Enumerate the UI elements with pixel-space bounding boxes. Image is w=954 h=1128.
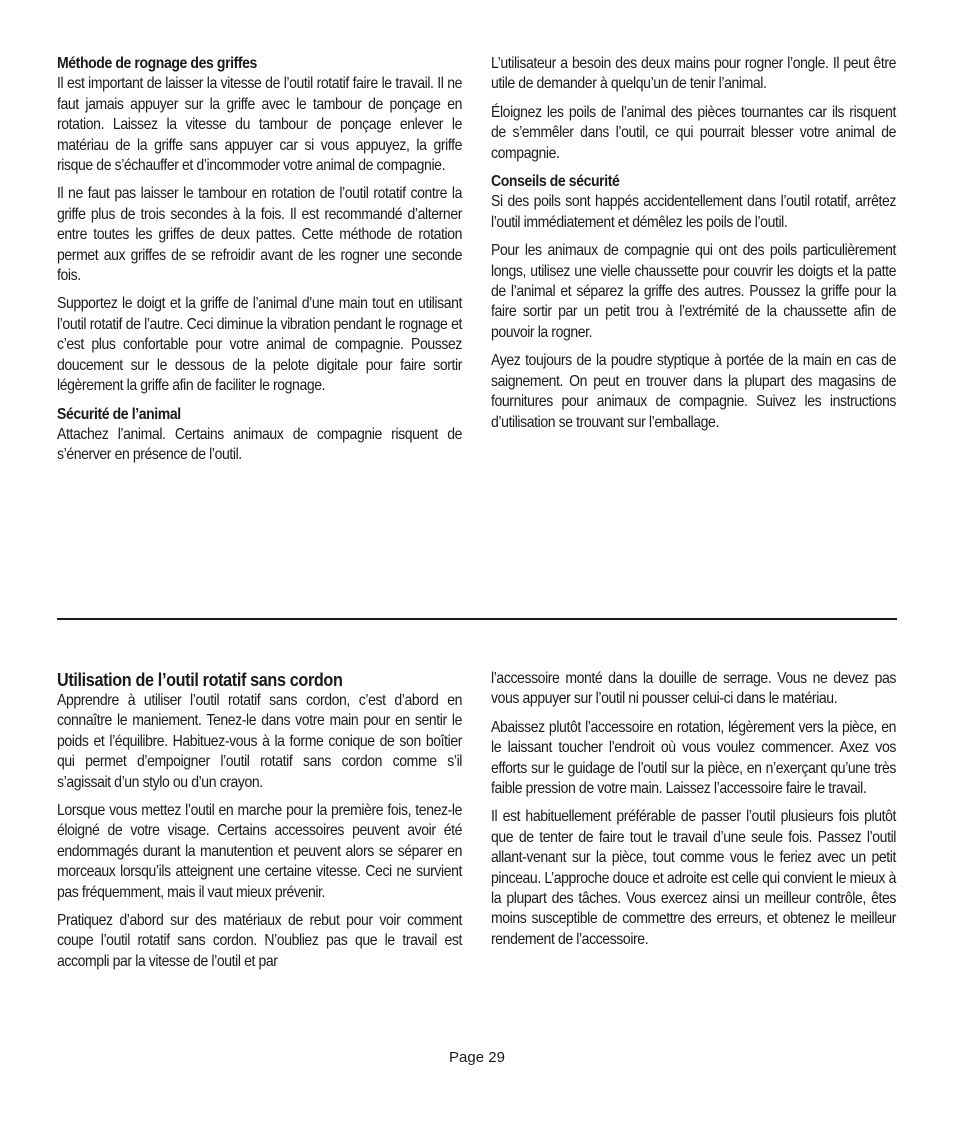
paragraph: Pratiquez d’abord sur des matériaux de rebut pour voir comment coupe l’outil rotatif sans cordon. N’oubliez pas que le travail est accompli par la vitesse de l’outil et par xyxy=(57,912,462,970)
paragraph: Éloignez les poils de l’animal des pièces tournantes car ils risquent de s’emmêler dans l’outil, ce qui pourrait blesser votre animal de compagnie. xyxy=(491,103,896,162)
section-heading-trimming-method: Méthode de rognage des griffes xyxy=(57,55,257,72)
paragraph: Abaissez plutôt l’accessoire en rotation, légèrement vers la pièce, en le laissant toucher l’endroit où vous voulez commencer. Axez vos efforts sur le guidage de l’outil sur la pièce, en n’exerçant qu’une très faible pression de votre main. Laissez l’accessoire faire le travail. xyxy=(491,718,896,798)
paragraph: Pour les animaux de compagnie qui ont des poils particulièrement longs, utilisez une vielle chaussette pour couvrir les doigts et la patte de l’animal et séparez la griffe des autres. Poussez la griffe pour la faire sortir par un petit trou à l’extrémité de la chaussette afin de pouvoir la rogner. xyxy=(491,242,896,341)
paragraph: l’accessoire monté dans la douille de serrage. Vous ne devez pas vous appuyer sur l’outil ni pousser celui-ci dans le matériau. xyxy=(491,670,896,708)
paragraph: Si des poils sont happés accidentellement dans l’outil rotatif, arrêtez l’outil immédiatement et démêlez les poils de l’outil. xyxy=(491,193,896,231)
section-heading-cordless-tool: Utilisation de l’outil rotatif sans cordon xyxy=(57,670,343,690)
paragraph: Il ne faut pas laisser le tambour en rotation de l’outil rotatif contre la griffe plus de trois secondes à la fois. Il est recommandé d’alterner entre toutes les griffes de deux pattes. Cette méthode de rotation permet aux griffes de se refroidir avant de les rogner une seconde fois. xyxy=(57,185,462,285)
paragraph: Il est important de laisser la vitesse de l’outil rotatif faire le travail. Il ne faut jamais appuyer sur la griffe avec le tambour de ponçage en rotation. Laissez la vitesse du tambour de ponçage enlever le matériau de la griffe sans appuyer car si vous appuyez, la griffe risque de s’échauffer et d’incommoder votre animal de compagnie. xyxy=(57,75,462,175)
paragraph: L’utilisateur a besoin des deux mains pour rogner l’ongle. Il peut être utile de demander à quelqu’un de tenir l’animal. xyxy=(491,55,896,93)
bottom-left-column xyxy=(57,669,462,972)
paragraph: Supportez le doigt et la griffe de l’animal d’une main tout en utilisant l’outil rotatif de l’autre. Ceci diminue la vibration pendant le rognage et c’est plus confortable pour votre animal de compagnie. Poussez doucement sur le dessous de la pelote digitale pour faire sortir légèrement la griffe afin de faciliter le rognage. xyxy=(57,295,462,395)
page-number: Page 29 xyxy=(449,1049,505,1066)
paragraph: Il est habituellement préférable de passer l’outil plusieurs fois plutôt que de tenter de faire tout le travail d’une seule fois. Passez l’outil allant-venant sur la pièce, tout comme vous le feriez avec un petit pinceau. L’approche douce et adroite est celle qui convient le mieux à la plupart des tâches. Vous exercez ainsi un meilleur contrôle, êtes moins susceptible de commettre des erreurs, et obtenez le meilleur rendement de l’accessoire. xyxy=(491,808,896,948)
paragraph: Lorsque vous mettez l’outil en marche pour la première fois, tenez-le éloigné de votre visage. Certains accessoires peuvent avoir été endommagés durant la manutention et peuvent alors se séparer en morceaux lorsqu’ils atteignent une certaine vitesse. Ceci ne survient pas fréquemment, mais il vaut mieux prévenir. xyxy=(57,802,462,901)
top-right-column xyxy=(491,54,896,433)
bottom-right-column xyxy=(491,669,896,950)
paragraph: Apprendre à utiliser l’outil rotatif sans cordon, c’est d’abord en connaître le maniement. Tenez-le dans votre main pour en sentir le poids et l’équilibre. Habituez-vous à la forme conique de son boîtier qui permet d’empoigner l’outil rotatif sans cordon comme s’il s’agissait d’un stylo ou d’un crayon. xyxy=(57,692,462,791)
section-heading-safety-tips: Conseils de sécurité xyxy=(491,173,620,191)
paragraph: Ayez toujours de la poudre styptique à portée de la main en cas de saignement. On peut en trouver dans la plupart des magasins de fournitures pour animaux de compagnie. Suivez les instructions d’utilisation se trouvant sur l’emballage. xyxy=(491,352,896,431)
section-heading-animal-safety: Sécurité de l’animal xyxy=(57,405,181,423)
paragraph: Attachez l’animal. Certains animaux de compagnie risquent de s’énerver en présence de l’outil. xyxy=(57,425,462,464)
top-left-column xyxy=(57,54,462,466)
section-divider xyxy=(57,618,897,620)
